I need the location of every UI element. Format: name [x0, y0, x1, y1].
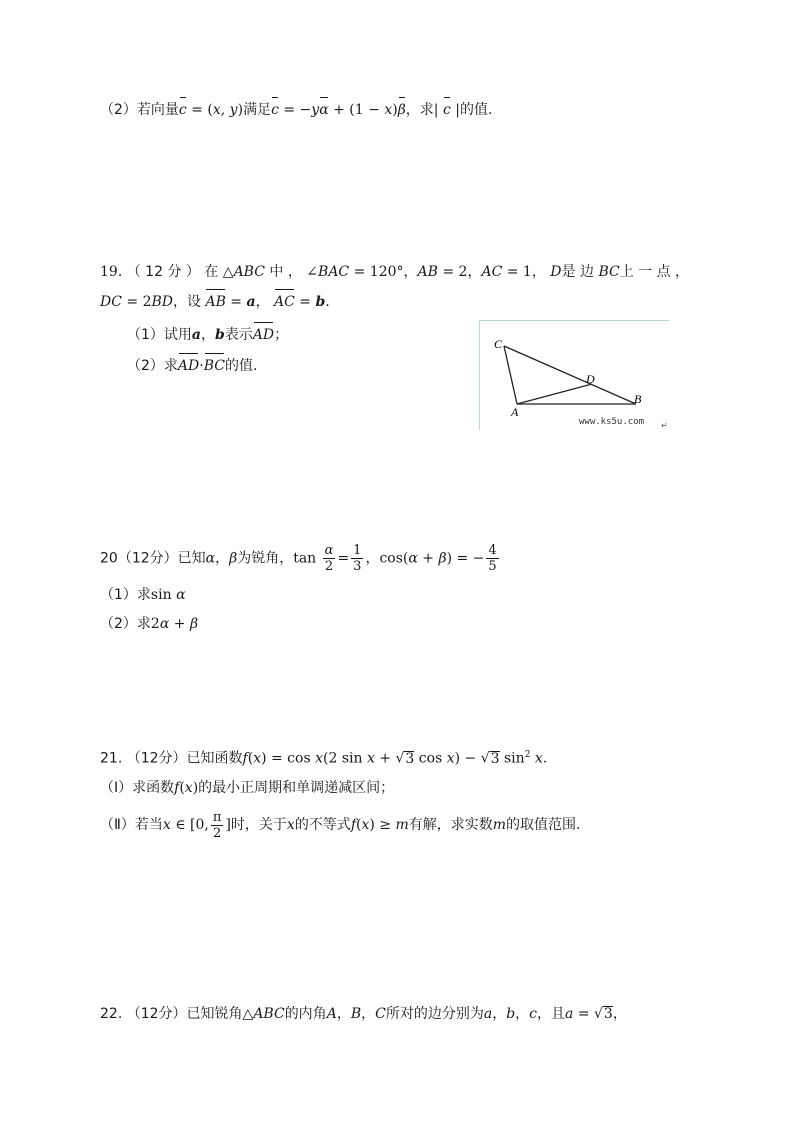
q19-part2-b: 的值. — [224, 358, 258, 374]
q19-intro-1: 在 — [204, 264, 219, 280]
q20-mid: 为锐角， — [237, 550, 294, 567]
q21-part2-a: （Ⅱ）若当 — [100, 817, 163, 833]
q19-part1: （1）试用a，b表示AD； — [127, 327, 289, 343]
label-C: C — [494, 337, 503, 351]
fraction-alpha-over-2: $\frac{\alpha}{2}$ — [324, 543, 334, 574]
q20-head: 20（12分）已知 — [100, 550, 206, 567]
q19-line-1: 19. （ 12 分 ） 在 △ABC 中 ， ∠BAC = 120°，AB = 2，AC = 1， D是 边 BC上 一 点 ， — [100, 264, 690, 280]
q21-part1-b: 的最小正周期和单调递减区间； — [198, 780, 395, 796]
q22-line-1: 22. （12分）已知锐角△ABC的内角A，B，C所对的边分别为a，b，c，且a = √3， — [100, 1006, 627, 1022]
q20-line-1: 20（12分）已知α，β为锐角，tan $\frac{\alpha}{2}$ = $\frac{1}{3}$ ，cos(α + β) = − $\frac{4}{5}$ — [100, 543, 497, 574]
label-A: A — [511, 405, 519, 419]
q18-text-3: 的值. — [459, 102, 493, 118]
side-CB — [504, 346, 636, 404]
q19-part2: （2）求AD·BC的值. — [127, 358, 258, 374]
q19-part1-a: （1）试用 — [127, 327, 192, 343]
q22-text-1: 的内角 — [284, 1006, 327, 1022]
side-CA — [504, 346, 517, 404]
q21-part2: （Ⅱ）若当x ∈ [0, $\frac{\pi}{2}$ ]时，关于x的不等式f(x) ≥ m有解，求实数m的取值范围. — [100, 809, 581, 841]
label-D: D — [586, 372, 595, 386]
q21-part1: （Ⅰ）求函数f(x)的最小正周期和单调递减区间； — [100, 780, 395, 796]
q20-part1: （1）求sin α — [100, 587, 186, 603]
return-mark-icon: ↵ — [661, 421, 668, 430]
q22-text-2: 所对的边分别为 — [385, 1006, 484, 1022]
segment-AD — [517, 384, 592, 404]
fraction-one-third: $\frac{1}{3}$ — [353, 543, 362, 574]
q19-number: 19. — [100, 264, 123, 280]
fraction-pi-over-2: $\frac{\pi}{2}$ — [212, 809, 222, 841]
q21-head: 21. （12分）已知函数 — [100, 750, 243, 767]
q19-intro-3: 是 边 — [561, 264, 594, 280]
q21-part2-e: 的取值范围. — [506, 817, 581, 833]
label-B: B — [634, 392, 642, 406]
q19-score: （ 12 分 ） — [126, 264, 200, 280]
q21-part2-d: 有解，求实数 — [408, 817, 493, 833]
q18-part2-label: （2）若向量 — [100, 102, 179, 118]
math-vector-c: c — [178, 102, 187, 118]
q19-line2-a: ，设 — [173, 294, 201, 310]
q21-line-1: 21. （12分）已知函数f(x) = cos x(2 sin x + √3 cos x) − √3 $\sin^2 x$. — [100, 750, 548, 767]
q22-text-3: ，且 — [537, 1006, 565, 1022]
q19-intro-4: 上 一 点 ， — [619, 264, 690, 280]
q19-line2-b: ， — [255, 294, 270, 310]
watermark-text: www.ks5u.com — [579, 417, 645, 427]
q18-text-2: ，求 — [405, 102, 434, 118]
q19-intro-2: 中 ， — [269, 264, 302, 280]
triangle-figure — [479, 320, 669, 430]
q19-part1-b: ， — [201, 327, 215, 343]
q19-part2-a: （2）求 — [127, 358, 178, 374]
triangle-diagram — [479, 320, 669, 430]
q21-part1-a: （Ⅰ）求函数 — [100, 780, 175, 796]
fraction-four-fifths: $\frac{4}{5}$ — [488, 543, 497, 574]
q20-part2-label: （2）求 — [100, 616, 151, 632]
q20-part1-label: （1）求 — [100, 587, 151, 603]
q22-head: 22. （12分）已知锐角 — [100, 1006, 243, 1022]
q21-part2-b: 时，关于 — [230, 817, 287, 833]
q21-part2-c: 的不等式 — [294, 817, 351, 833]
q18-part2: （2）若向量c = (x, y)满足c = −yα + (1 − x)β，求| c |的值. — [100, 102, 493, 118]
q19-line-2: DC = 2BD，设 AB = a， AC = b. — [100, 294, 330, 310]
q18-text-1: 满足 — [243, 102, 272, 118]
q19-part1-d: ； — [274, 327, 289, 343]
q20-part2: （2）求2α + β — [100, 616, 199, 632]
q19-part1-c: 表示 — [224, 327, 253, 343]
